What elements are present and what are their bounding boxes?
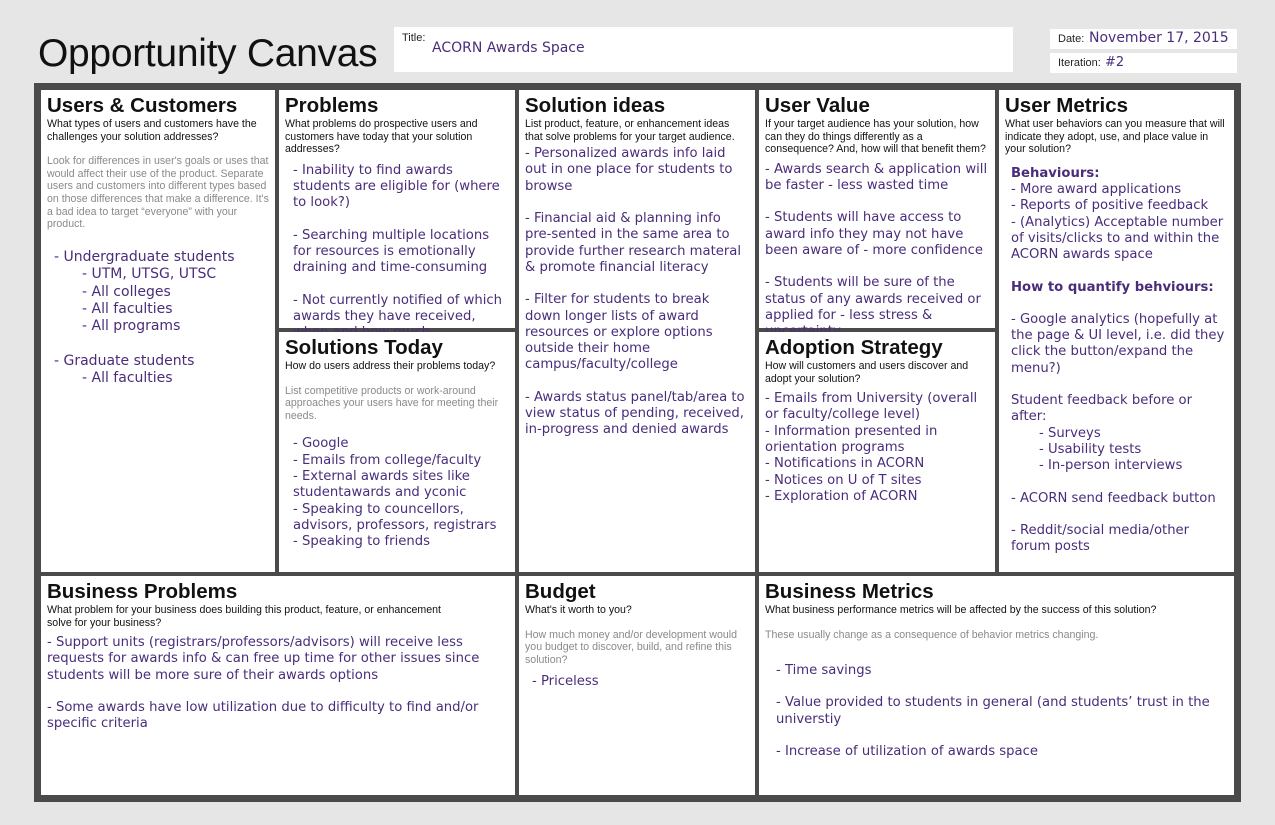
- list-item: - Information presented in orientation programs: [765, 423, 938, 456]
- list-item: - Personalized awards info laid out in one place for students to browse: [525, 146, 733, 194]
- behaviours-title: Behaviours:: [1011, 165, 1100, 181]
- budget-cell: [519, 576, 755, 795]
- opportunity-canvas: [34, 83, 1241, 802]
- list-item: - Google analytics (hopefully at the page & UI level, i.e. did they click the button/expand the menu?): [1011, 311, 1225, 376]
- list-item: - Increase of utilization of awards space: [776, 744, 1038, 760]
- list-item: - Filter for students to break down longer lists of award resources or explore options outside their home campus/faculty/college: [525, 292, 713, 373]
- business-problems-heading: Business Problems: [47, 580, 238, 603]
- user-metrics-question: What user behaviors can you measure that will indicate they adopt, use, and place value in your solution?: [1005, 118, 1225, 156]
- list-item: - External awards sites like studentawards and yconic: [293, 468, 470, 501]
- budget-question: What's it worth to you?: [525, 604, 632, 616]
- solutions-today-hint: List competitive products or work-around approaches your users have for meeting their needs.: [285, 384, 499, 422]
- problems-question: What problems do prospective users and customers have today that your solution addresses?: [285, 118, 478, 156]
- users-heading: Users & Customers: [47, 94, 238, 117]
- problems-cell: [279, 90, 515, 328]
- adoption-strategy-question: How will customers and users discover and adopt your solution?: [765, 360, 969, 385]
- title-field[interactable]: [394, 27, 1013, 72]
- list-item: - Notices on U of T sites: [765, 472, 922, 488]
- list-item: - Reddit/social media/other forum posts: [1011, 522, 1190, 555]
- user-value-heading: User Value: [765, 94, 870, 117]
- feedback-title: Student feedback before or after:: [1011, 393, 1192, 425]
- list-item: - Students will have access to award info they may not have been aware of - more confidence: [765, 210, 983, 258]
- list-item: - Emails from University (overall or faculty/college level): [765, 391, 978, 423]
- solution-ideas-answers: [525, 146, 749, 438]
- list-item: - Exploration of ACORN: [765, 488, 918, 504]
- iteration-value: #2: [1105, 55, 1125, 70]
- date-field[interactable]: [1050, 29, 1237, 49]
- adoption-strategy-cell: [759, 332, 995, 572]
- user-value-answers: [765, 162, 989, 341]
- adoption-strategy-heading: Adoption Strategy: [765, 336, 943, 359]
- adoption-strategy-answers: [765, 391, 989, 505]
- user-value-cell: [759, 90, 995, 328]
- users-answers: [47, 249, 269, 388]
- list-item: - Surveys: [1039, 425, 1101, 441]
- list-item: - All colleges: [82, 283, 171, 300]
- user-metrics-heading: User Metrics: [1005, 94, 1129, 117]
- title-label: Title:: [402, 32, 426, 44]
- list-item: - Notifications in ACORN: [765, 456, 925, 472]
- list-item: - Students will be sure of the status of any awards received or applied for - less stress &: [765, 275, 981, 323]
- business-problems-question: What problem for your business does building this product, feature, or enhancement solve for your business?: [47, 604, 441, 629]
- business-problems-answers: [47, 635, 509, 732]
- list-item: - UTM, UTSG, UTSC: [82, 266, 217, 283]
- page-title: Opportunity Canvas: [38, 32, 378, 75]
- list-item: - Google: [293, 436, 349, 452]
- user-value-question: If your target audience has your solution, how can they do things differently as a consequence? And, how will that benefit them?: [765, 118, 986, 156]
- list-item: - Value provided to students in general (and students’ trust in the universtiy: [776, 695, 1210, 727]
- list-item: - Support units (registrars/professors/advisors) will receive less requests for awards info & can free up time for other issues since students will be more sure of their awards options: [47, 635, 480, 683]
- list-item: - Awards status panel/tab/area to view status of pending, received, in-progress and denied awards: [525, 389, 745, 438]
- list-item: - ACORN send feedback button: [1011, 490, 1216, 506]
- business-metrics-answers: [765, 663, 1228, 760]
- list-item: - Usability tests: [1039, 441, 1142, 457]
- list-item: - Time savings: [776, 663, 872, 679]
- list-item: - Graduate students: [54, 352, 195, 369]
- list-item: - More award applications: [1011, 182, 1182, 198]
- business-metrics-question: What business performance metrics will be affected by the success of this solution?: [765, 604, 1157, 616]
- list-item: - Not currently notified of which awards they have received,: [293, 292, 503, 324]
- list-item: - Financial aid & planning info pre-sented in the same area to provide further research materal & promote financial literacy: [525, 211, 742, 275]
- problems-heading: Problems: [285, 94, 379, 117]
- solution-ideas-cell: [519, 90, 755, 572]
- business-problems-cell: [41, 576, 515, 795]
- list-item: - Speaking to councellors, advisors, professors, registrars: [293, 501, 497, 533]
- list-item: - All faculties: [82, 300, 173, 317]
- list-item: - Undergraduate students: [54, 248, 235, 265]
- solution-ideas-question: List product, feature, or enhancement ideas that solve problems for your target audience.: [525, 118, 735, 143]
- users-customers-cell: [41, 90, 275, 572]
- budget-hint: How much money and/or development would you budget to discover, build, and refine this solution?: [525, 628, 737, 666]
- list-item: - (Analytics) Acceptable number of visits/clicks to and within the ACORN awards space: [1011, 214, 1224, 263]
- list-item: - All faculties: [82, 370, 173, 387]
- list-item: - Reports of positive feedback: [1011, 198, 1209, 214]
- solutions-today-cell: [279, 332, 515, 572]
- solution-ideas-heading: Solution ideas: [525, 94, 666, 117]
- solutions-today-answers: [285, 436, 509, 550]
- user-metrics-answers: [1005, 166, 1228, 556]
- business-metrics-hint: These usually change as a consequence of behavior metrics changing.: [765, 628, 1099, 641]
- problems-answers: [285, 163, 509, 342]
- business-metrics-cell: [759, 576, 1234, 795]
- list-item: - Searching multiple locations for resources is emotionally draining and time-consuming: [293, 227, 490, 276]
- budget-heading: Budget: [525, 580, 596, 603]
- users-question: What types of users and customers have the challenges your solution addresses?: [47, 118, 257, 143]
- title-value: ACORN Awards Space: [432, 40, 585, 56]
- list-item: - Awards search & application will be faster - less wasted time: [765, 161, 988, 194]
- iteration-field[interactable]: [1050, 53, 1237, 73]
- quantify-title: How to quantify behviours:: [1011, 279, 1214, 295]
- business-metrics-heading: Business Metrics: [765, 580, 934, 603]
- iteration-label: Iteration:: [1058, 57, 1101, 69]
- budget-value: - Priceless: [532, 674, 599, 690]
- date-value: November 17, 2015: [1089, 30, 1229, 46]
- list-item: - Emails from college/faculty: [293, 452, 482, 468]
- list-item: - All programs: [82, 318, 181, 335]
- list-item: - Some awards have low utilization due to difficulty to find and/or specific criteria: [47, 700, 479, 732]
- solutions-today-heading: Solutions Today: [285, 336, 443, 359]
- user-metrics-cell: [999, 90, 1234, 572]
- solutions-today-question: How do users address their problems today?: [285, 360, 496, 372]
- date-label: Date:: [1058, 33, 1085, 45]
- list-item: - Speaking to friends: [293, 534, 430, 550]
- list-item: - In-person interviews: [1039, 458, 1183, 474]
- users-hint: Look for differences in user's goals or uses that would affect their use of the product. Separate users and customers into different types based on those differences that make a difference. It's a bad idea to target “everyone” with your product.: [47, 155, 269, 231]
- list-item: - Inability to find awards students are eligible for (where to look?): [293, 162, 500, 211]
